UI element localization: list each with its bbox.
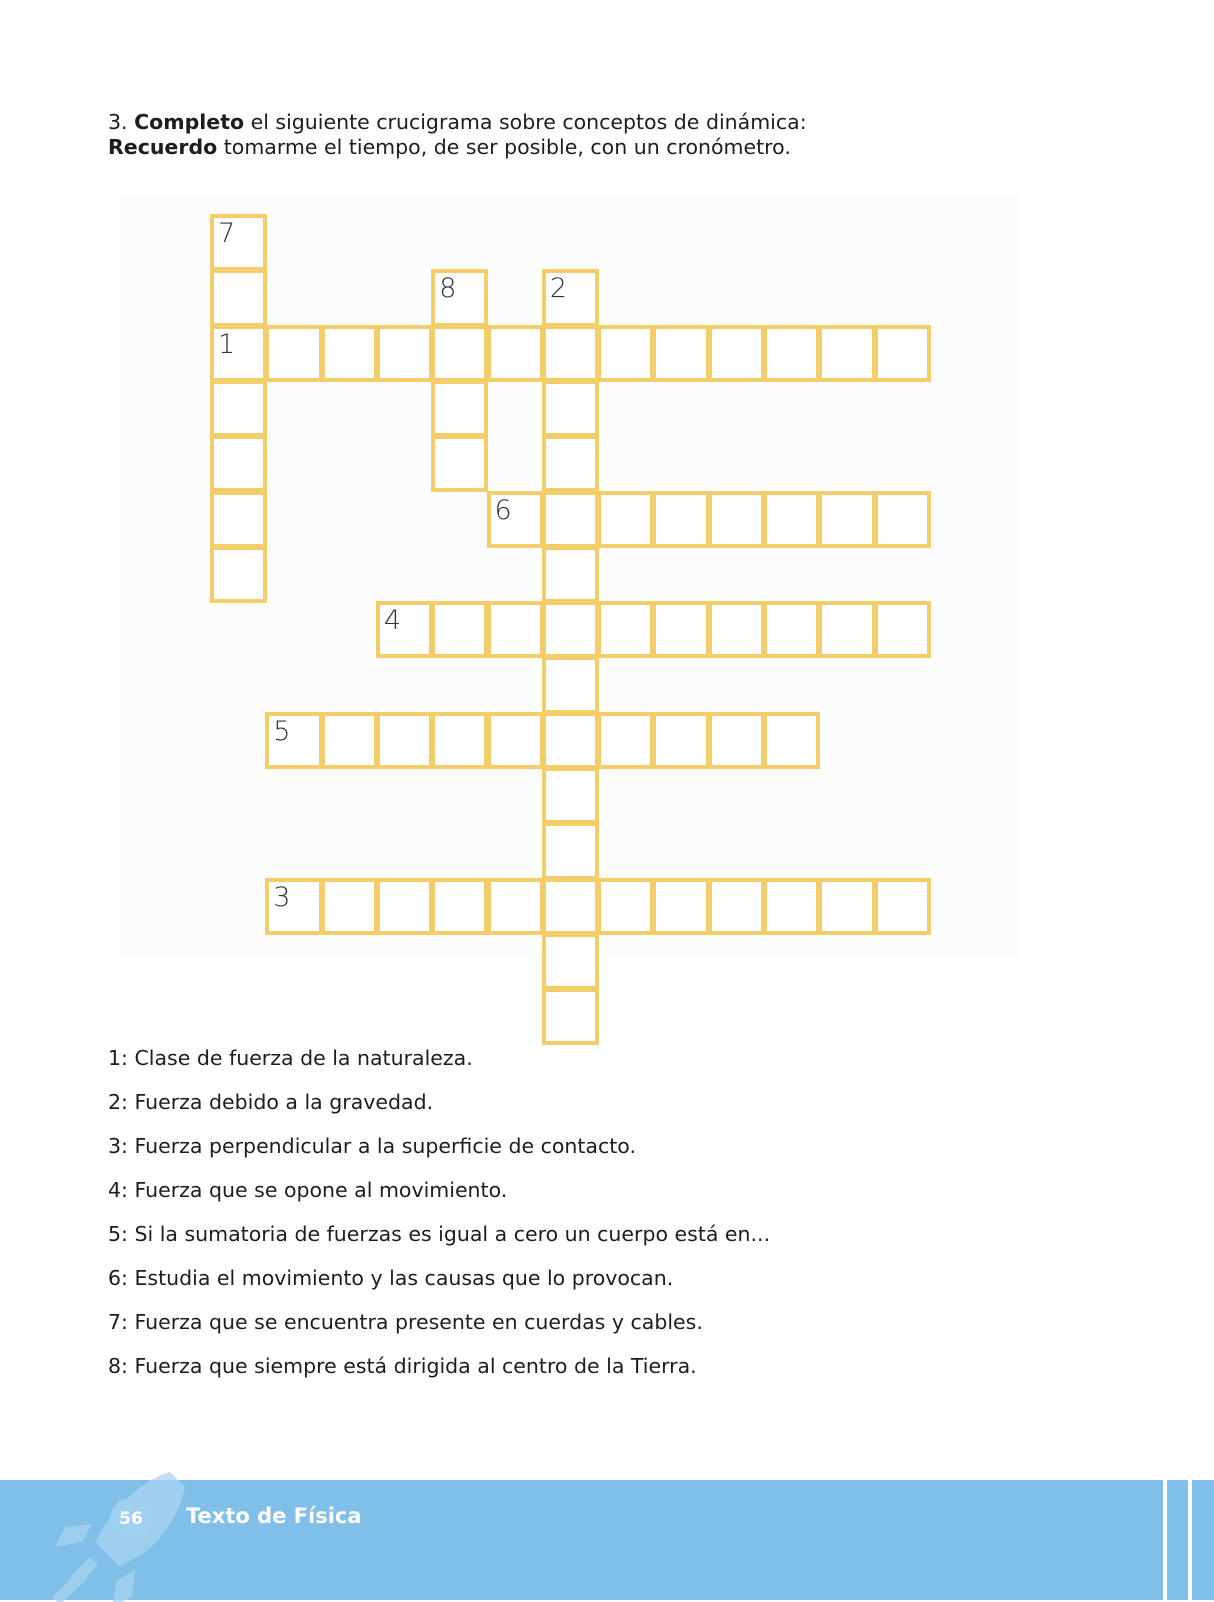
crossword-cell[interactable] xyxy=(542,435,599,492)
rocket-icon xyxy=(40,1472,190,1602)
instruction-bold-1: Completo xyxy=(134,110,245,134)
clue-number: 8 xyxy=(439,273,457,305)
crossword-cell[interactable] xyxy=(376,878,433,935)
crossword-cell[interactable] xyxy=(818,325,875,382)
crossword-cell[interactable] xyxy=(708,491,765,548)
crossword-cell[interactable] xyxy=(542,491,599,548)
clue-8: 8: Fuerza que siempre está dirigida al centro de la Tierra. xyxy=(108,1354,697,1378)
crossword-cell[interactable] xyxy=(652,325,709,382)
crossword-cell[interactable] xyxy=(763,712,820,769)
crossword-cell[interactable] xyxy=(597,601,654,658)
crossword-cell[interactable] xyxy=(487,325,544,382)
clue-number: 7 xyxy=(218,218,236,249)
clue-number: 2 xyxy=(549,273,567,305)
instruction-bold-2: Recuerdo xyxy=(108,135,218,159)
crossword-cell[interactable] xyxy=(542,656,599,713)
crossword-cell[interactable] xyxy=(210,269,267,326)
crossword-cell[interactable] xyxy=(542,269,599,326)
clue-6: 6: Estudia el movimiento y las causas que lo provocan. xyxy=(108,1266,674,1290)
crossword-cell[interactable] xyxy=(542,988,599,1045)
crossword-cell[interactable] xyxy=(597,878,654,935)
crossword-cell[interactable] xyxy=(487,491,544,548)
clue-4: 4: Fuerza que se opone al movimiento. xyxy=(108,1178,508,1202)
crossword-cell[interactable] xyxy=(652,712,709,769)
crossword-cell[interactable] xyxy=(652,601,709,658)
footer-divider xyxy=(1163,1480,1167,1600)
crossword-cell[interactable] xyxy=(431,878,488,935)
crossword-cell[interactable] xyxy=(210,491,267,548)
clue-number: 1 xyxy=(218,328,236,360)
crossword-cell[interactable] xyxy=(210,325,267,382)
crossword-cell[interactable] xyxy=(321,878,378,935)
clue-3: 3: Fuerza perpendicular a la superficie de contacto. xyxy=(108,1134,636,1158)
crossword-cell[interactable] xyxy=(431,325,488,382)
crossword-cell[interactable] xyxy=(487,712,544,769)
crossword-cell[interactable] xyxy=(818,491,875,548)
crossword-cell[interactable] xyxy=(763,601,820,658)
crossword-cell[interactable] xyxy=(265,712,322,769)
crossword-cell[interactable] xyxy=(431,601,488,658)
crossword-cell[interactable] xyxy=(818,601,875,658)
crossword-cell[interactable] xyxy=(542,933,599,990)
crossword-cell[interactable] xyxy=(431,712,488,769)
page-footer xyxy=(0,1480,1214,1600)
clue-5: 5: Si la sumatoria de fuerzas es igual a cero un cuerpo está en... xyxy=(108,1222,771,1246)
crossword-cell[interactable] xyxy=(874,878,931,935)
crossword-cell[interactable] xyxy=(321,325,378,382)
clue-number: 3 xyxy=(273,881,291,913)
crossword-cell[interactable] xyxy=(487,601,544,658)
clue-2: 2: Fuerza debido a la gravedad. xyxy=(108,1090,434,1114)
crossword-cell[interactable] xyxy=(431,435,488,492)
crossword-cell[interactable] xyxy=(487,878,544,935)
crossword-cell[interactable] xyxy=(210,380,267,437)
crossword-cell[interactable] xyxy=(597,491,654,548)
crossword-cell[interactable] xyxy=(652,491,709,548)
crossword-cell[interactable] xyxy=(597,325,654,382)
crossword-cell[interactable] xyxy=(708,712,765,769)
crossword-cell[interactable] xyxy=(708,325,765,382)
clue-number: 5 xyxy=(273,715,291,747)
crossword-cell[interactable] xyxy=(542,878,599,935)
exercise-number: 3. xyxy=(108,110,128,134)
instruction-text-1: el siguiente crucigrama sobre conceptos de dinámica: xyxy=(244,110,807,134)
crossword-cell[interactable] xyxy=(265,325,322,382)
clue-list xyxy=(108,1046,770,1398)
crossword-cell[interactable] xyxy=(321,712,378,769)
crossword-cell[interactable] xyxy=(542,380,599,437)
clue-number: 4 xyxy=(383,605,402,637)
crossword-cell[interactable] xyxy=(542,601,599,658)
crossword-cell[interactable] xyxy=(542,767,599,824)
crossword-cell[interactable] xyxy=(542,546,599,603)
crossword-cell[interactable] xyxy=(265,878,322,935)
crossword-cell[interactable] xyxy=(542,712,599,769)
crossword-cell[interactable] xyxy=(210,546,267,603)
crossword-cell[interactable] xyxy=(818,878,875,935)
crossword-cell[interactable] xyxy=(542,325,599,382)
crossword-cell[interactable] xyxy=(708,878,765,935)
clue-7: 7: Fuerza que se encuentra presente en cuerdas y cables. xyxy=(108,1310,703,1334)
crossword-cell[interactable] xyxy=(763,325,820,382)
crossword-cell[interactable] xyxy=(210,214,267,271)
book-title: Texto de Física xyxy=(186,1504,362,1528)
crossword-cell[interactable] xyxy=(874,325,931,382)
instruction-text-2: tomarme el tiempo, de ser posible, con un cronómetro. xyxy=(217,135,791,159)
crossword-cell[interactable] xyxy=(874,601,931,658)
crossword-cell[interactable] xyxy=(874,491,931,548)
clue-1: 1: Clase de fuerza de la naturaleza. xyxy=(108,1046,473,1070)
crossword-cell[interactable] xyxy=(431,269,488,326)
crossword-cell[interactable] xyxy=(376,712,433,769)
crossword-cell[interactable] xyxy=(763,491,820,548)
page-number: 56 xyxy=(110,1498,152,1540)
crossword-cell[interactable] xyxy=(376,601,433,658)
crossword-cell[interactable] xyxy=(652,878,709,935)
crossword-cell[interactable] xyxy=(210,435,267,492)
crossword-cell[interactable] xyxy=(542,822,599,879)
footer-divider xyxy=(1188,1480,1192,1600)
crossword-cell[interactable] xyxy=(376,325,433,382)
crossword-cell[interactable] xyxy=(763,878,820,935)
crossword-cell[interactable] xyxy=(597,712,654,769)
crossword-cell[interactable] xyxy=(708,601,765,658)
clue-number: 6 xyxy=(494,494,512,526)
crossword-cell[interactable] xyxy=(431,380,488,437)
